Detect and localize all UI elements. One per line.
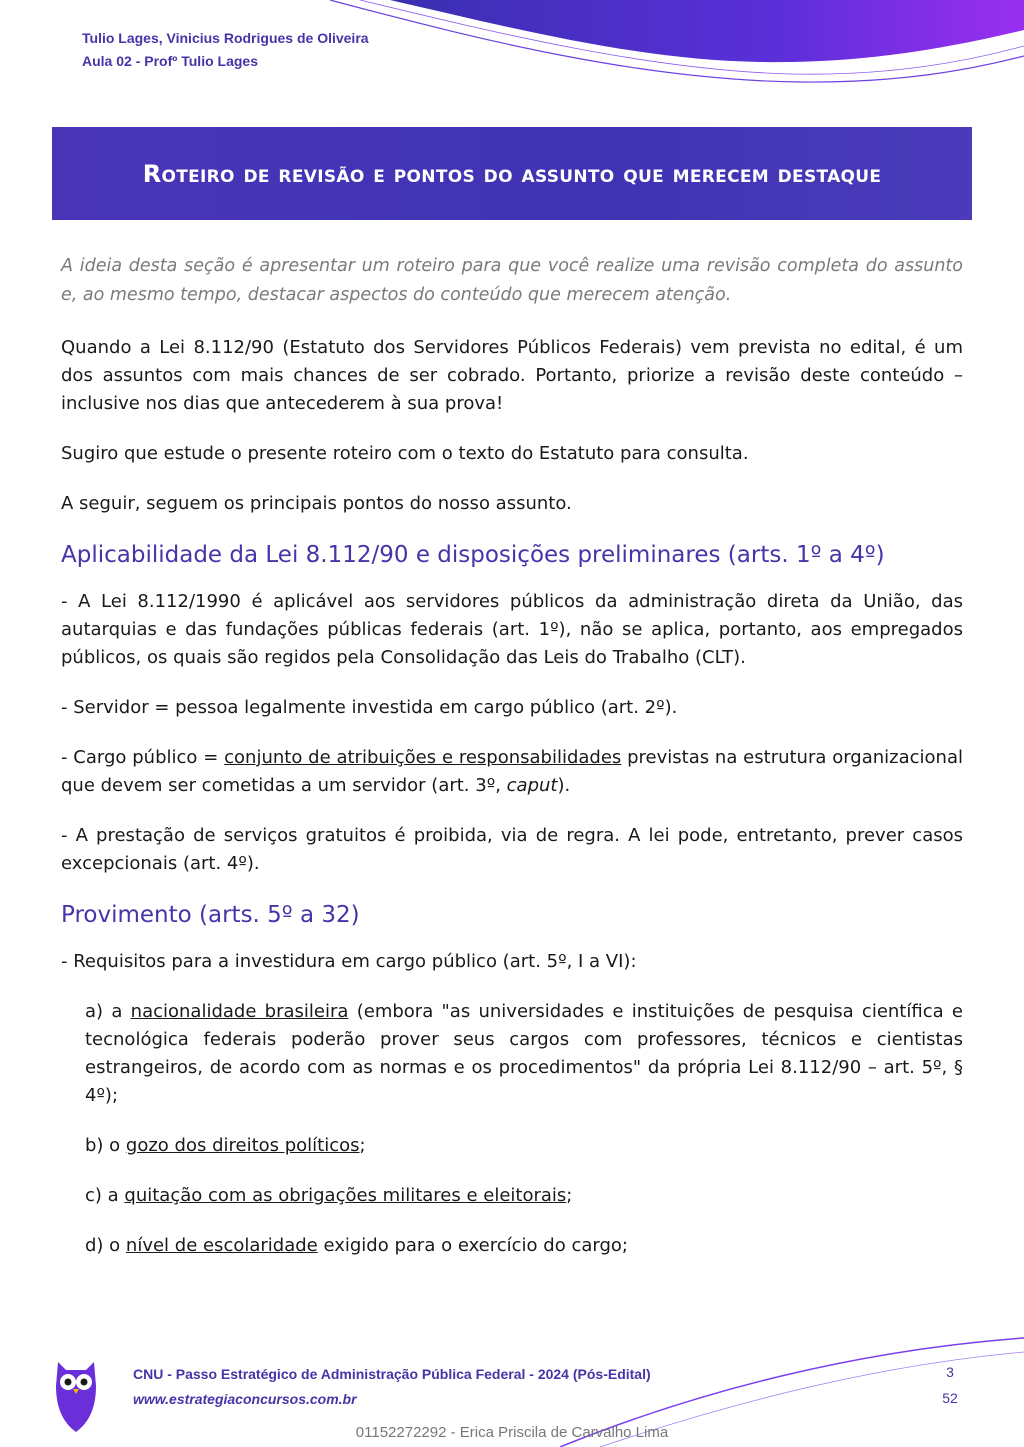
footer-course-title: CNU - Passo Estratégico de Administração Pública Federal - 2024 (Pós-Edital) <box>133 1366 651 1382</box>
text: a) a <box>85 1001 131 1022</box>
text: ; <box>566 1185 573 1206</box>
header-authors: Tulio Lages, Vinicius Rodrigues de Oliveira <box>82 30 369 46</box>
intro-paragraph: A ideia desta seção é apresentar um roteiro para que você realize uma revisão completa do assunto e, ao mesmo tempo, destacar aspectos do conteúdo que merecem atenção. <box>61 256 963 305</box>
owl-logo-icon <box>54 1356 98 1434</box>
aplicabilidade-item-4: - A prestação de serviços gratuitos é proibida, via de regra. A lei pode, entretanto, prever casos excepcionais (art. 4º). <box>61 825 963 874</box>
aplicabilidade-item-1: - A Lei 8.112/1990 é aplicável aos servidores públicos da administração direta da União, das autarquias e das fundações públicas federais (art. 1º), não se aplica, portanto, aos empregados públicos, os quais são regidos pela Consolidação das Leis do Trabalho (CLT). <box>61 591 963 668</box>
main-content <box>61 252 963 1282</box>
page-total: 52 <box>942 1390 958 1406</box>
text: exigido para o exercício do cargo; <box>317 1235 628 1256</box>
text: b) o <box>85 1135 126 1156</box>
document-owner: 01152272292 - Erica Priscila de Carvalho Lima <box>355 1424 669 1441</box>
text: - Cargo público = <box>61 747 225 768</box>
requisito-c <box>85 1182 963 1210</box>
paragraph-2: Sugiro que estude o presente roteiro com o texto do Estatuto para consulta. <box>61 443 749 464</box>
text: (embora "as universidades e instituições de pesquisa científica e tecnológica federais poderão prover seus cargos com professores, técnicos e cientistas estrangeiros, de acordo com as normas e os procedimentos" da própria Lei 8.112/90 – art. 5º, § 4º); <box>85 1001 963 1106</box>
paragraph-1: Quando a Lei 8.112/90 (Estatuto dos Servidores Públicos Federais) vem prevista no edital, é um dos assuntos com mais chances de ser cobrado. Portanto, priorize a revisão deste conteúdo – inclusive nos dias que antecederem à sua prova! <box>61 337 963 414</box>
heading-aplicabilidade: Aplicabilidade da Lei 8.112/90 e disposições preliminares (arts. 1º a 4º) <box>61 542 885 568</box>
page-header <box>82 27 369 73</box>
requisito-a <box>85 998 963 1110</box>
underlined-text: nacionalidade brasileira <box>130 1001 349 1022</box>
text: ; <box>359 1135 366 1156</box>
text: ). <box>557 775 571 796</box>
provimento-item-1: - Requisitos para a investidura em cargo público (art. 5º, I a VI): <box>61 951 637 972</box>
underlined-text: conjunto de atribuições e responsabilidades <box>224 747 622 768</box>
text: previstas na estrutura organizacional que devem ser cometidas a um servidor (art. 3º, <box>61 747 963 796</box>
requisito-d <box>85 1232 963 1260</box>
underlined-text: quitação com as obrigações militares e eleitorais <box>124 1185 567 1206</box>
header-lesson: Aula 02 - Profº Tulio Lages <box>82 53 258 69</box>
underlined-text: gozo dos direitos políticos <box>125 1135 360 1156</box>
heading-provimento: Provimento (arts. 5º a 32) <box>61 902 360 928</box>
underlined-text: nível de escolaridade <box>125 1235 318 1256</box>
aplicabilidade-item-2: - Servidor = pessoa legalmente investida em cargo público (art. 2º). <box>61 697 678 718</box>
italic-text: caput <box>506 775 558 796</box>
text: d) o <box>85 1235 126 1256</box>
footer-url[interactable]: www.estrategiaconcursos.com.br <box>133 1391 357 1407</box>
aplicabilidade-item-3 <box>61 744 963 800</box>
requisito-b <box>85 1132 963 1160</box>
section-banner <box>52 127 972 220</box>
banner-title: Roteiro de revisão e pontos do assunto que merecem destaque <box>142 159 882 188</box>
page-number: 3 <box>946 1364 954 1380</box>
text: c) a <box>85 1185 125 1206</box>
paragraph-3: A seguir, seguem os principais pontos do nosso assunto. <box>61 493 572 514</box>
